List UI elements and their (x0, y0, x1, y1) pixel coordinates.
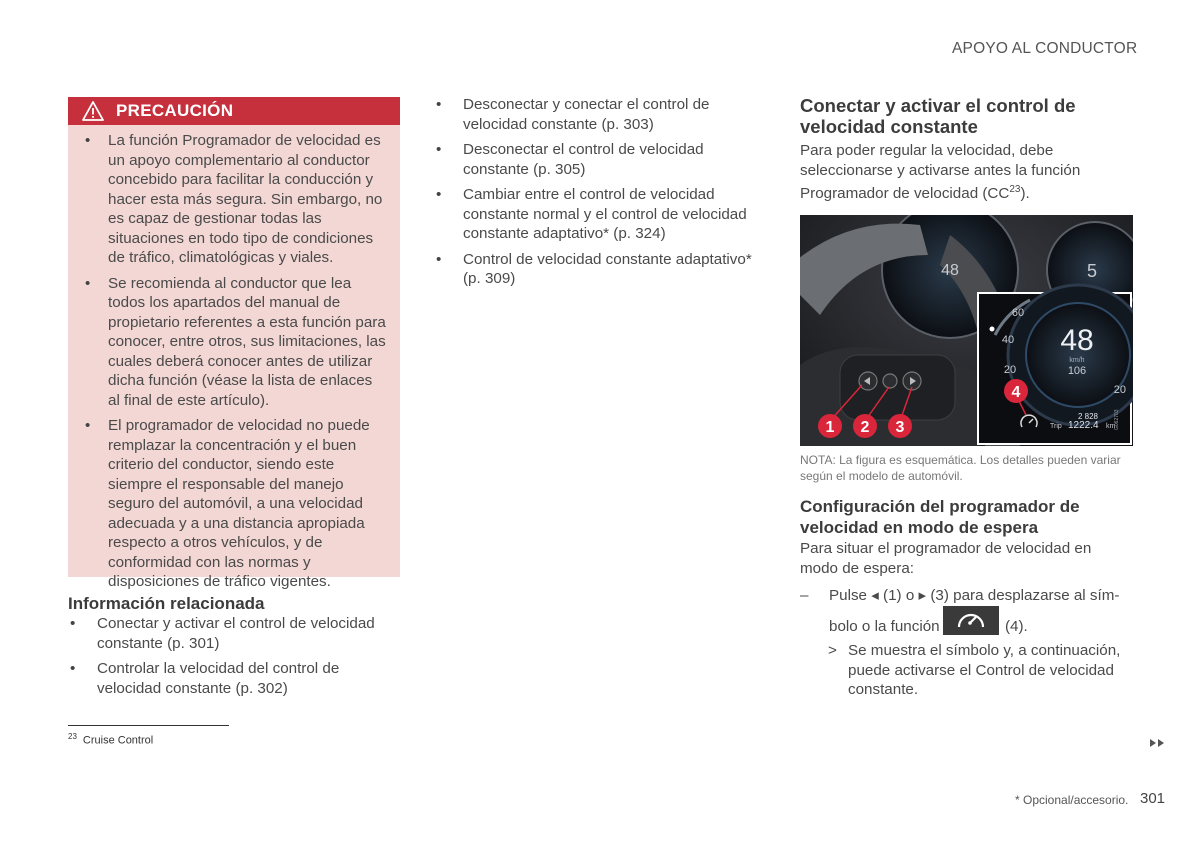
gear-readout: 5 (1086, 261, 1098, 281)
caution-item: • La función Programador de velocidad es un apoyo complementario al conductor concebido para facilitar la conducción y hacer esta más segura. Sin embargo, no es capaz de gestionar todas las situaciones en todo tipo de condiciones de tráfico, climatológicas y viales. (68, 131, 400, 268)
caution-list (68, 131, 400, 592)
trip-top: 2 828 (1077, 412, 1099, 421)
standby-paragraph: Para situar el programador de velocidad en modo de espera: (800, 540, 1092, 577)
caution-header (68, 97, 400, 125)
trip-value: 1222.4 (1068, 420, 1099, 431)
trip-label: Trip (1050, 423, 1062, 430)
step-line-2-end: (4). (1005, 618, 1028, 635)
result-text: Se muestra el símbolo y, a continuación, puede activarse el Control de velocidad constante. (848, 642, 1121, 698)
scale-20: 20 (1003, 364, 1017, 376)
caution-item: • El programador de velocidad no puede remplazar la concentración y el buen criterio del conductor, siendo este siempre el responsable del manejo seguro del automóvil, a una velocidad adecuada y a una distancia apropiada respecto a otros vehículos, y de conformidad con las normas y disposiciones de tráfico vigentes. (68, 416, 400, 592)
intro-text: Para poder regular la velocidad, debe seleccionarse y activarse antes la función Programador de velocidad (CC (800, 142, 1081, 203)
optional-note: * Opcional/accesorio. (1015, 793, 1129, 807)
related-links-continued (434, 95, 762, 295)
svg-text:1: 1 (825, 419, 835, 436)
callout-4 (1004, 379, 1028, 403)
small-speed-readout: 48 (941, 262, 959, 279)
callout-3 (888, 414, 912, 438)
related-link[interactable]: • Conectar y activar el control de velocidad constante (p. 301) (68, 614, 398, 653)
callout-2 (853, 414, 877, 438)
figure-code: G062703 (1114, 409, 1120, 430)
footnote-divider (68, 725, 229, 726)
trip-unit: km (1106, 423, 1116, 430)
sub-speed-readout: 106 (1067, 365, 1087, 377)
related-link[interactable]: • Desconectar el control de velocidad constante (p. 305) (434, 140, 762, 179)
footnote-text: Cruise Control (82, 734, 154, 747)
svg-text:4: 4 (1011, 384, 1021, 401)
section-header: APOYO AL CONDUCTOR (952, 40, 1138, 57)
cruise-function-icon (943, 606, 999, 635)
cluster-illustration (800, 215, 1133, 446)
svg-text:2: 2 (860, 419, 870, 436)
footnote-number: 23 (68, 732, 77, 741)
step-line-1: Pulse ◂ (1) o ▸ (3) para desplazarse al sím- (829, 587, 1120, 604)
intro-footnote-ref: 23 (1009, 184, 1021, 195)
step-dash: – (800, 587, 809, 604)
main-speed-readout: 48 (1060, 324, 1094, 357)
footnote (68, 732, 153, 747)
page-number: 301 (1140, 790, 1166, 807)
speed-unit: km/h (1069, 357, 1085, 364)
result-marker: > (828, 642, 837, 659)
caution-box (68, 97, 400, 590)
step-line-2: bolo o la función (829, 618, 940, 635)
section-heading: Conectar y activar el control de velocidad constante (800, 95, 1076, 137)
related-link[interactable]: • Cambiar entre el control de velocidad constante normal y el control de velocidad constante adaptativo* (p. 324) (434, 185, 762, 244)
related-link[interactable]: • Controlar la velocidad del control de velocidad constante (p. 302) (68, 659, 398, 698)
caution-title: PRECAUCIÓN (116, 101, 234, 120)
svg-text:3: 3 (895, 419, 905, 436)
callout-1 (818, 414, 842, 438)
caution-item: • Se recomienda al conductor que lea todos los apartados del manual de propietario referentes a esta función para conocer, entre otros, sus limitaciones, las cuales deberá conocer antes de utilizar dicha función (véase la lista de enlaces al final de este artículo). (68, 274, 400, 411)
scale-40: 40 (1001, 334, 1015, 346)
figure-note: NOTA: La figura es esquemática. Los detalles pueden variar según el modelo de automóvil. (800, 453, 1121, 483)
intro-paragraph (800, 141, 1130, 204)
scale-60: 60 (1011, 307, 1025, 319)
cluster-figure (800, 215, 1133, 446)
related-info-title: Información relacionada (68, 594, 265, 613)
related-link[interactable]: • Desconectar y conectar el control de velocidad constante (p. 303) (434, 95, 762, 134)
related-link[interactable]: • Control de velocidad constante adaptativo* (p. 309) (434, 250, 762, 289)
scale-right: 20 (1113, 384, 1126, 396)
intro-end: ). (1020, 185, 1030, 203)
continue-arrows-icon (1149, 735, 1167, 753)
related-info-list (68, 614, 398, 704)
subsection-heading: Configuración del programador de velocidad en modo de espera (800, 497, 1080, 537)
warning-icon (82, 101, 104, 121)
